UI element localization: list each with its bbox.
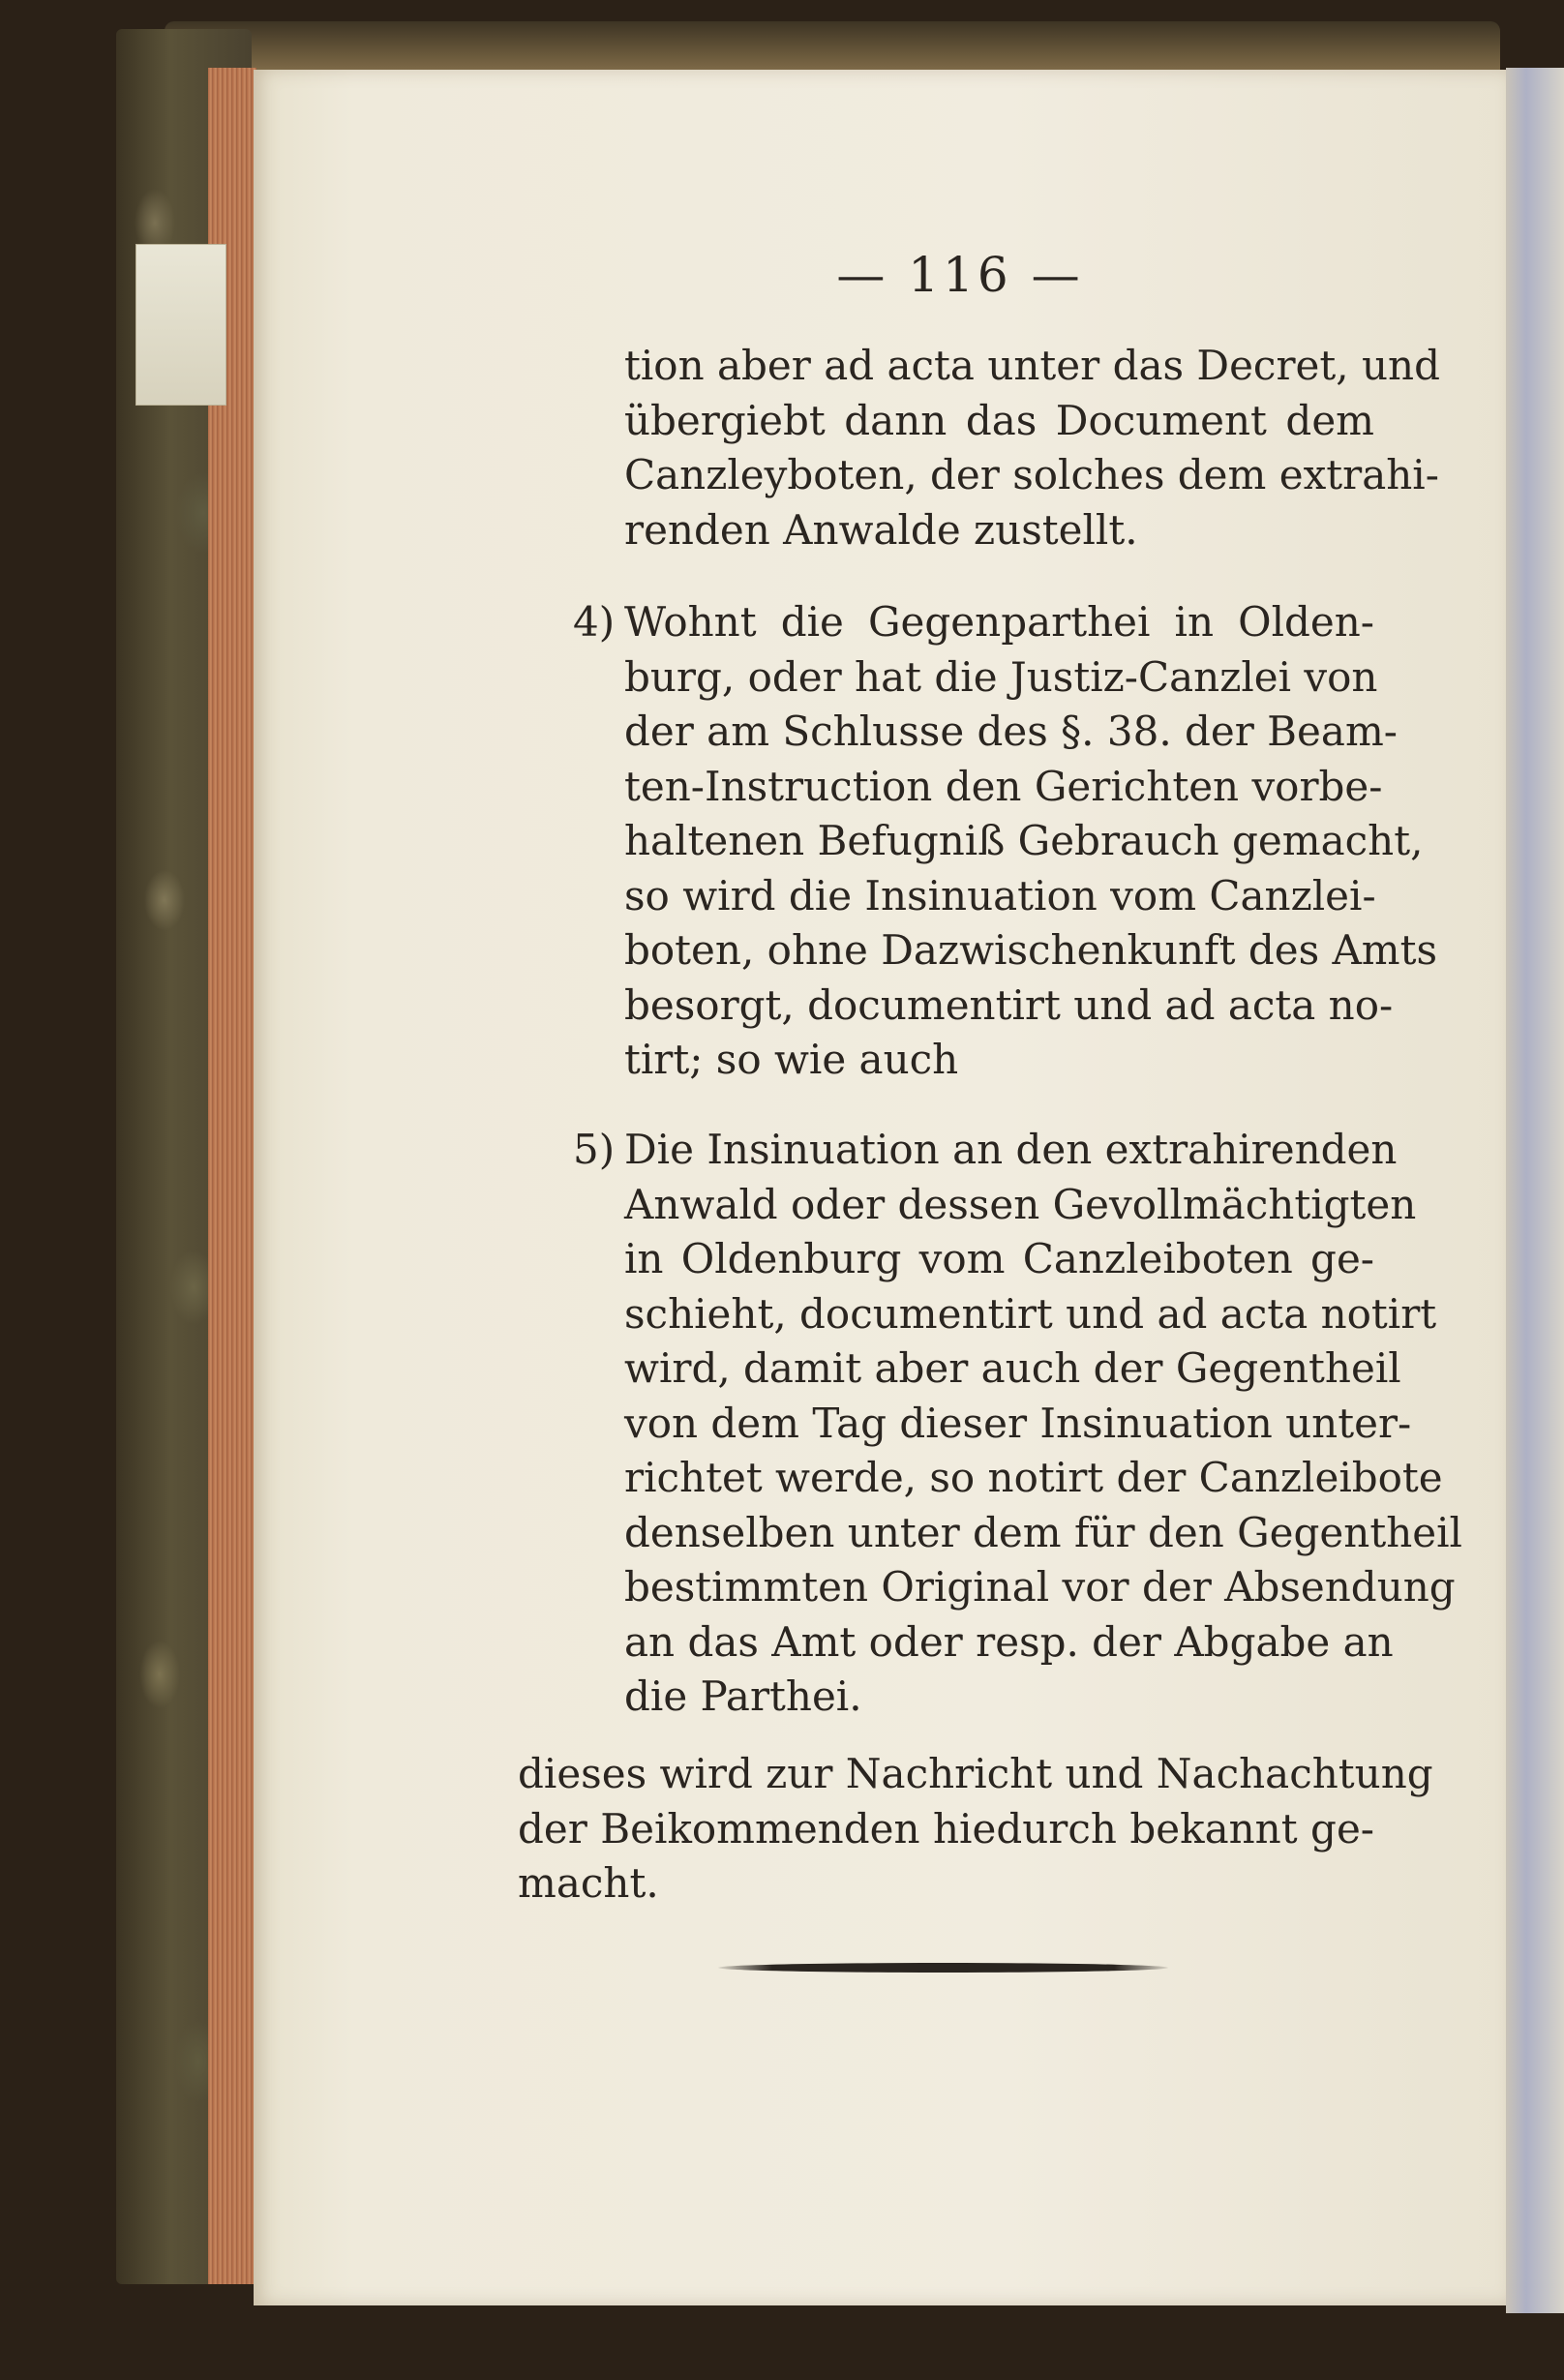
text-line: die Parthei.: [624, 1672, 862, 1720]
text-line: schieht, documentirt und ad acta notirt: [624, 1289, 1437, 1338]
continuation-paragraph: [624, 339, 1440, 557]
text-line: dieses wird zur Nachricht und Nachachtung: [518, 1750, 1433, 1797]
text-line: in Oldenburg vom Canzleiboten ge-: [624, 1235, 1374, 1282]
text-line: von dem Tag dieser Insinuation unter-: [624, 1399, 1412, 1447]
text-line: richtet werde, so notirt der Canzleibote: [624, 1454, 1443, 1501]
end-rule-divider: [718, 1963, 1168, 1973]
text-line: boten, ohne Dazwischenkunft des Amts: [624, 926, 1438, 974]
text-line: haltenen Befugniß Gebrauch gemacht,: [624, 817, 1424, 864]
list-item-number: 4): [573, 598, 616, 646]
list-item-body: [624, 1123, 1462, 1725]
list-item-body: [624, 595, 1438, 1088]
text-line: an das Amt oder resp. der Abgabe an: [624, 1617, 1394, 1666]
text-line: tion aber ad acta unter das Decret, und: [624, 342, 1440, 389]
text-line: übergiebt dann das Document dem: [624, 396, 1374, 444]
bookmark-ribbon: [135, 244, 226, 406]
text-line: denselben unter dem für den Gegentheil: [624, 1508, 1462, 1556]
text-line: Anwald oder dessen Gevollmächtigten: [624, 1180, 1417, 1228]
list-item-number: 5): [573, 1126, 616, 1173]
text-line: besorgt, documentirt und ad acta no-: [624, 980, 1394, 1029]
text-line: macht.: [518, 1859, 659, 1907]
text-line: der Beikommenden hiedurch bekannt ge-: [518, 1804, 1374, 1853]
closing-paragraph: [518, 1747, 1433, 1912]
text-line: Canzleyboten, der solches dem extrahi-: [624, 451, 1439, 498]
facing-page-edge: [1506, 68, 1564, 2313]
text-line: ten-Instruction den Gerichten vorbe-: [624, 762, 1383, 810]
text-line: Wohnt die Gegenparthei in Olden-: [624, 598, 1374, 646]
text-line: der am Schlusse des §. 38. der Beam-: [624, 708, 1398, 755]
text-line: Die Insinuation an den extrahirenden: [624, 1126, 1398, 1173]
page-number-header: — 116 —: [836, 247, 1084, 303]
text-line: renden Anwalde zustellt.: [624, 505, 1138, 554]
text-line: bestimmten Original vor der Absendung: [624, 1563, 1456, 1611]
text-line: so wird die Insinuation vom Canzlei-: [624, 871, 1376, 919]
text-line: wird, damit aber auch der Gegentheil: [624, 1344, 1401, 1392]
text-line: burg, oder hat die Justiz-Canzlei von: [624, 652, 1378, 701]
text-line: tirt; so wie auch: [624, 1036, 959, 1083]
